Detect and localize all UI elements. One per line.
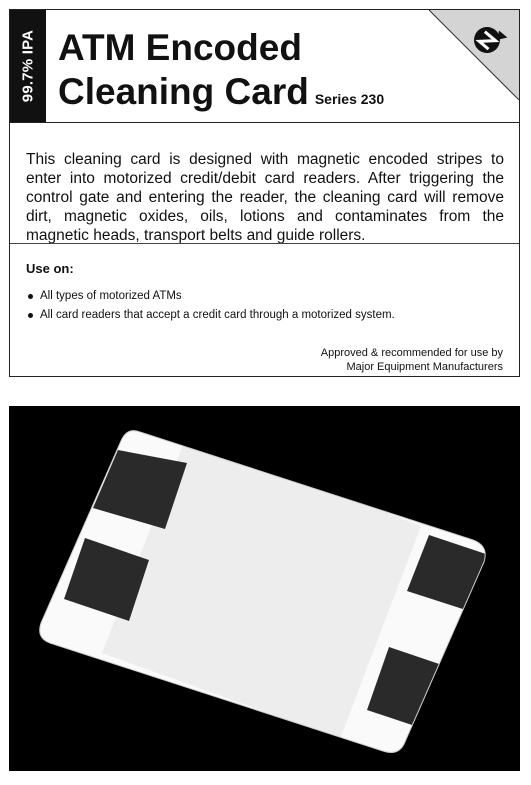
corner-logo-panel bbox=[429, 10, 519, 100]
cleaning-card-photo bbox=[9, 406, 520, 771]
bullet-icon bbox=[28, 294, 33, 299]
ipa-label: 99.7% IPA bbox=[19, 29, 37, 103]
header bbox=[10, 10, 519, 123]
series-label: Series 230 bbox=[314, 91, 385, 107]
use-on-heading: Use on: bbox=[26, 261, 74, 276]
list-item bbox=[26, 287, 395, 306]
approval-line2: Major Equipment Manufacturers bbox=[346, 361, 503, 373]
card-illustration bbox=[9, 406, 520, 771]
list-item-text: All card readers that accept a credit card through a motorized system. bbox=[40, 309, 395, 321]
list-item-text: All types of motorized ATMs bbox=[40, 290, 182, 302]
product-title-line1: ATM Encoded bbox=[58, 27, 302, 68]
product-title-line2-text: Cleaning Card bbox=[58, 71, 309, 112]
product-title-line2 bbox=[58, 73, 384, 110]
approval-note bbox=[321, 346, 503, 374]
use-on-list bbox=[26, 287, 395, 325]
bullet-icon bbox=[28, 313, 33, 318]
approval-line1: Approved & recommended for use by bbox=[320, 347, 503, 359]
ipa-tab bbox=[10, 10, 46, 122]
product-description: This cleaning card is designed with magnetic encoded stripes to enter into motorized credit/debit card readers. After triggering the control gate and entering the reader, the cleaning card will remove dirt, magnetic oxides, oils, lotions and contaminates from the magnetic heads, transport belts and guide rollers. bbox=[26, 150, 504, 244]
list-item bbox=[26, 306, 395, 325]
section-divider bbox=[10, 243, 519, 244]
product-info-panel bbox=[9, 9, 520, 377]
